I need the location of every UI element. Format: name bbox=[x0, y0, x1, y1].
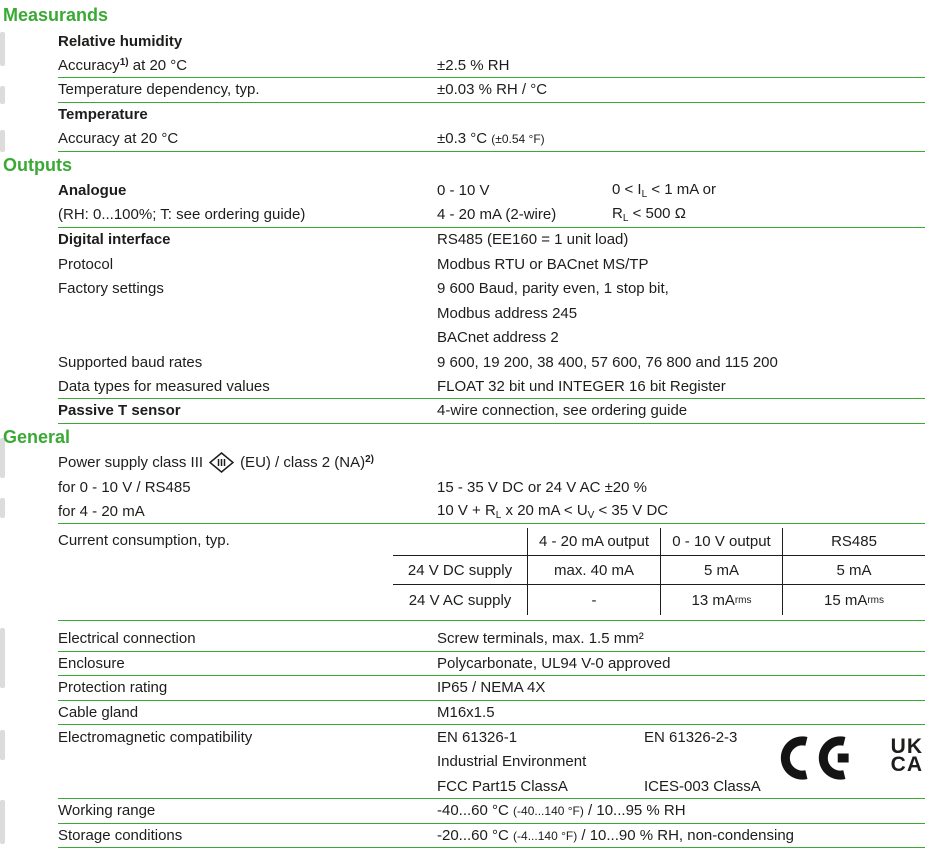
spec-label: Current consumption, typ. bbox=[58, 532, 230, 549]
spec-value: FCC Part15 ClassA bbox=[437, 777, 568, 795]
scan-artifact bbox=[0, 800, 5, 844]
table-cell: 15 mA rms bbox=[782, 585, 925, 615]
table-row-label: 24 V AC supply bbox=[408, 591, 512, 609]
spec-row-passive-t-sensor bbox=[58, 399, 925, 424]
spec-label: Digital interface bbox=[58, 231, 171, 249]
protection-class-iii-icon bbox=[209, 452, 234, 473]
spec-row-temperature-heading bbox=[58, 103, 925, 128]
spec-row-supply-0-10v bbox=[58, 475, 925, 500]
spec-label: Supported baud rates bbox=[58, 353, 203, 371]
spec-value: ±2.5 % RH bbox=[437, 56, 510, 74]
spec-label: Electromagnetic compatibility bbox=[58, 728, 253, 746]
section-title-measurands: Measurands bbox=[3, 5, 109, 25]
spec-label: Enclosure bbox=[58, 654, 125, 672]
spec-row-protection-rating bbox=[58, 676, 925, 701]
spec-label: Accuracy at 20 °C bbox=[58, 130, 179, 148]
spec-value: Screw terminals, max. 1.5 mm² bbox=[437, 630, 644, 648]
spec-row-t-accuracy bbox=[58, 127, 925, 152]
table-cell: - bbox=[527, 585, 660, 615]
table-cell: 13 mA rms bbox=[660, 585, 782, 615]
scan-artifact bbox=[0, 86, 5, 104]
spec-label: Temperature dependency, typ. bbox=[58, 81, 260, 99]
spec-label: Electrical connection bbox=[58, 630, 196, 648]
ukca-top-text: UK bbox=[890, 735, 923, 758]
spec-value: FLOAT 32 bit und INTEGER 16 bit Register bbox=[437, 377, 726, 395]
spec-row-cable-gland bbox=[58, 701, 925, 726]
spec-label: Factory settings bbox=[58, 280, 164, 298]
spec-row-factory-settings-2 bbox=[58, 301, 925, 326]
spec-value-2: $R_L < 500$ Ω bbox=[612, 205, 686, 225]
ukca-bottom-text: CA bbox=[890, 753, 923, 776]
spec-value: Polycarbonate, UL94 V-0 approved bbox=[437, 654, 671, 672]
table-row-label: 24 V DC supply bbox=[393, 555, 527, 585]
spec-value: 4 - 20 mA (2-wire) bbox=[437, 206, 557, 224]
scan-artifact bbox=[0, 438, 5, 478]
subsection-heading: Relative humidity bbox=[58, 32, 183, 50]
spec-row-digital-interface bbox=[58, 228, 925, 253]
spec-label: Passive T sensor bbox=[58, 402, 181, 420]
spec-label-tail: (EU) / class 2 (NA)$^{2)}$ bbox=[240, 454, 374, 472]
scan-artifact bbox=[0, 498, 5, 518]
section-title-general: General bbox=[3, 426, 71, 447]
spec-value: -20...60 °C (-4...140 °F) / 10...90 % RH, non-condensing bbox=[437, 826, 794, 844]
spec-row-emc bbox=[58, 725, 925, 799]
spec-row-power-supply bbox=[58, 451, 925, 476]
spec-label: Cable gland bbox=[58, 703, 139, 721]
spec-row-factory-settings-3 bbox=[58, 326, 925, 351]
spec-row-electrical-connection bbox=[58, 627, 925, 652]
table-cell: 5 mA bbox=[660, 555, 782, 585]
spec-row-analogue-range bbox=[58, 203, 925, 228]
spec-value-2: EN 61326-2-3 bbox=[644, 728, 738, 746]
spec-label: Analogue bbox=[58, 182, 127, 200]
spec-value: 0 - 10 V bbox=[437, 182, 490, 200]
section-title-outputs: Outputs bbox=[3, 154, 72, 175]
spec-row-baud-rates bbox=[58, 350, 925, 375]
spec-value: 10 $V + R_L$ x 20 mA < $U_V < 35$ V DC bbox=[437, 501, 669, 521]
spec-value: -40...60 °C (-40...140 °F) / 10...95 % RH bbox=[437, 802, 686, 820]
spec-value: IP65 / NEMA 4X bbox=[437, 679, 546, 697]
subsection-heading: Temperature bbox=[58, 106, 148, 124]
spec-row-relative-humidity-heading bbox=[58, 29, 925, 54]
scan-artifact bbox=[0, 730, 5, 760]
current-consumption-table bbox=[393, 528, 925, 615]
spec-label: for 4 - 20 mA bbox=[58, 502, 145, 520]
spec-label: Protocol bbox=[58, 255, 114, 273]
spec-value: M16x1.5 bbox=[437, 703, 495, 721]
table-header-rs485: RS485 bbox=[782, 528, 925, 555]
spec-row-current-consumption bbox=[58, 524, 925, 621]
table-header-4-20ma: 4 - 20 mA output bbox=[527, 528, 660, 555]
table-cell: 5 mA bbox=[782, 555, 925, 585]
spec-row-supply-4-20ma bbox=[58, 500, 925, 525]
spec-value: BACnet address 2 bbox=[437, 329, 559, 347]
scan-artifact bbox=[0, 130, 5, 152]
table-header-0-10v: 0 - 10 V output bbox=[660, 528, 782, 555]
spec-value: Industrial Environment bbox=[437, 753, 587, 771]
spec-value: RS485 (EE160 = 1 unit load) bbox=[437, 231, 629, 249]
spec-row-analogue bbox=[58, 179, 925, 204]
spec-label: (RH: 0...100%; T: see ordering guide) bbox=[58, 206, 306, 224]
spec-row-protocol bbox=[58, 252, 925, 277]
spec-label: for 0 - 10 V / RS485 bbox=[58, 478, 191, 496]
spec-row-temp-dependency bbox=[58, 78, 925, 103]
spec-value: Modbus RTU or BACnet MS/TP bbox=[437, 255, 649, 273]
scan-artifact bbox=[0, 628, 5, 688]
spec-label: Working range bbox=[58, 802, 156, 820]
table-header-empty bbox=[393, 528, 527, 555]
spec-value: EN 61326-1 bbox=[437, 728, 518, 746]
spec-value: 9 600, 19 200, 38 400, 57 600, 76 800 and 115 200 bbox=[437, 353, 778, 371]
spec-value: 15 - 35 V DC or 24 V AC ±20 % bbox=[437, 478, 647, 496]
spec-row-data-types bbox=[58, 375, 925, 400]
spec-label: Protection rating bbox=[58, 679, 168, 697]
spec-value-2: ICES-003 ClassA bbox=[644, 777, 761, 795]
spec-value: Modbus address 245 bbox=[437, 304, 578, 322]
spec-label: Power supply class III bbox=[58, 454, 204, 472]
scan-artifact bbox=[0, 32, 5, 66]
ukca-mark-icon bbox=[890, 735, 923, 776]
spec-row-working-range bbox=[58, 799, 925, 824]
spec-label: Accuracy$^{1)}$ at 20 °C bbox=[58, 56, 188, 74]
spec-row-storage-conditions bbox=[58, 824, 925, 849]
spec-label: Data types for measured values bbox=[58, 377, 270, 395]
table-cell: max. 40 mA bbox=[527, 555, 660, 585]
spec-value: ±0.3 °C (±0.54 °F) bbox=[437, 130, 545, 148]
spec-row-rh-accuracy bbox=[58, 54, 925, 79]
spec-value: 9 600 Baud, parity even, 1 stop bit, bbox=[437, 280, 669, 298]
spec-value: ±0.03 % RH / °C bbox=[437, 81, 548, 99]
spec-value-2: $0 < I_L < 1$ mA or bbox=[612, 181, 716, 201]
spec-label: Storage conditions bbox=[58, 826, 183, 844]
spec-row-factory-settings bbox=[58, 277, 925, 302]
spec-row-enclosure bbox=[58, 652, 925, 677]
spec-value: 4-wire connection, see ordering guide bbox=[437, 402, 688, 420]
ce-mark-icon bbox=[777, 735, 851, 785]
